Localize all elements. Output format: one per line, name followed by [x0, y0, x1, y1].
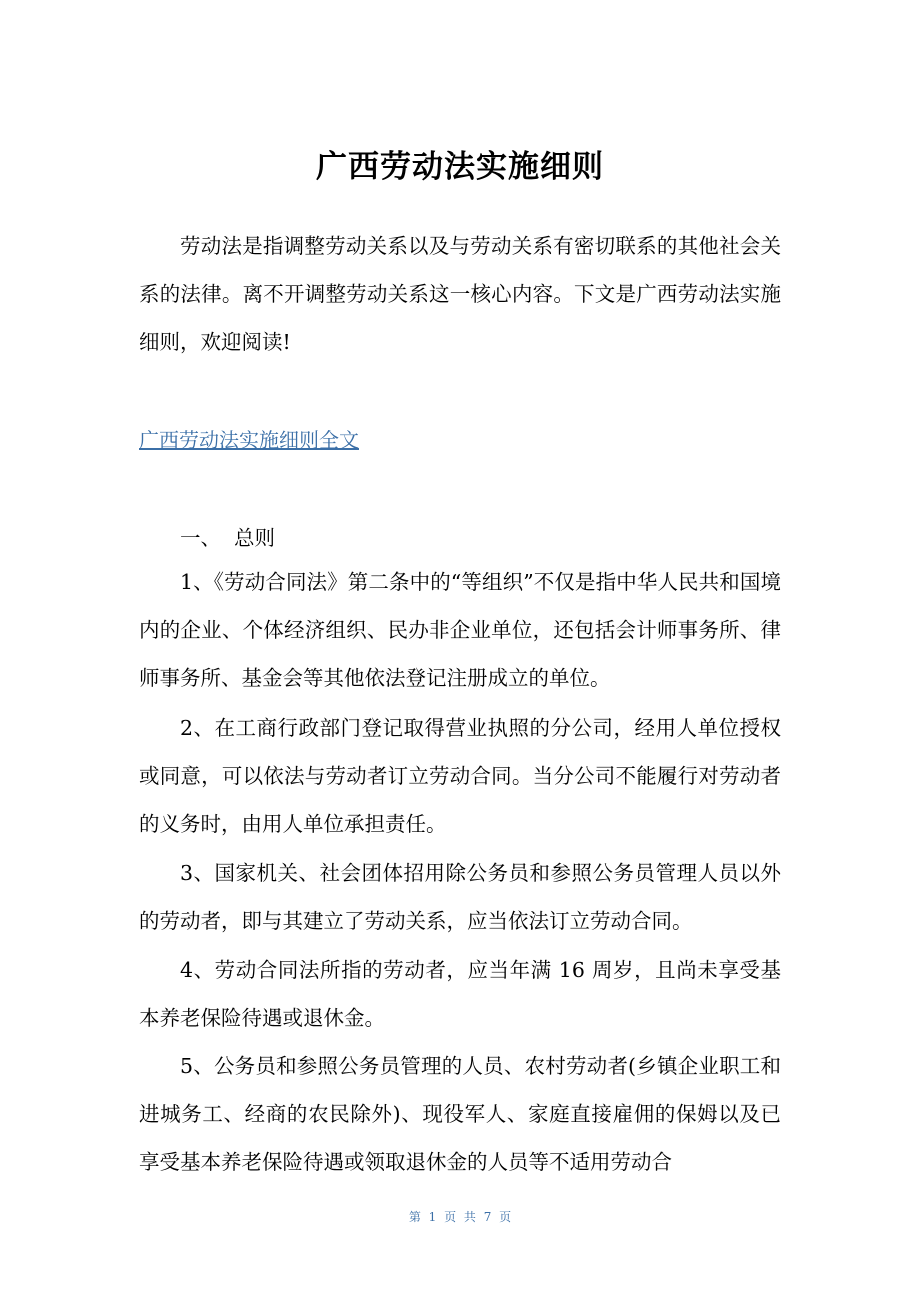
article-paragraph-3: 3、国家机关、社会团体招用除公务员和参照公务员管理人员以外的劳动者，即与其建立了劳动关系，应当依法订立劳动合同。: [139, 861, 781, 933]
article-paragraph-4: 4、劳动合同法所指的劳动者，应当年满 16 周岁，且尚未享受基本养老保险待遇或退休金。: [139, 958, 781, 1030]
article-paragraph-5: 5、公务员和参照公务员管理的人员、农村劳动者(乡镇企业职工和进城务工、经商的农民除外)、现役军人、家庭直接雇佣的保姆以及已享受基本养老保险待遇或领取退休金的人员等不适用劳动合: [139, 1054, 781, 1174]
document-title: 广西劳动法实施细则: [316, 149, 604, 185]
page-indicator: 第 1 页 共 7 页: [408, 1210, 512, 1224]
section-heading: 一、 总则: [180, 526, 276, 550]
intro-paragraph: 劳动法是指调整劳动关系以及与劳动关系有密切联系的其他社会关系的法律。离不开调整劳动关系这一核心内容。下文是广西劳动法实施细则，欢迎阅读!: [139, 234, 781, 354]
article-paragraph-1: 1、《劳动合同法》第二条中的“等组织”不仅是指中华人民共和国境内的企业、个体经济组织、民办非企业单位，还包括会计师事务所、律师事务所、基金会等其他依法登记注册成立的单位。: [139, 570, 781, 690]
article-paragraph-2: 2、在工商行政部门登记取得营业执照的分公司，经用人单位授权或同意，可以依法与劳动者订立劳动合同。当分公司不能履行对劳动者的义务时，由用人单位承担责任。: [139, 716, 781, 836]
fulltext-link[interactable]: 广西劳动法实施细则全文: [139, 428, 359, 452]
